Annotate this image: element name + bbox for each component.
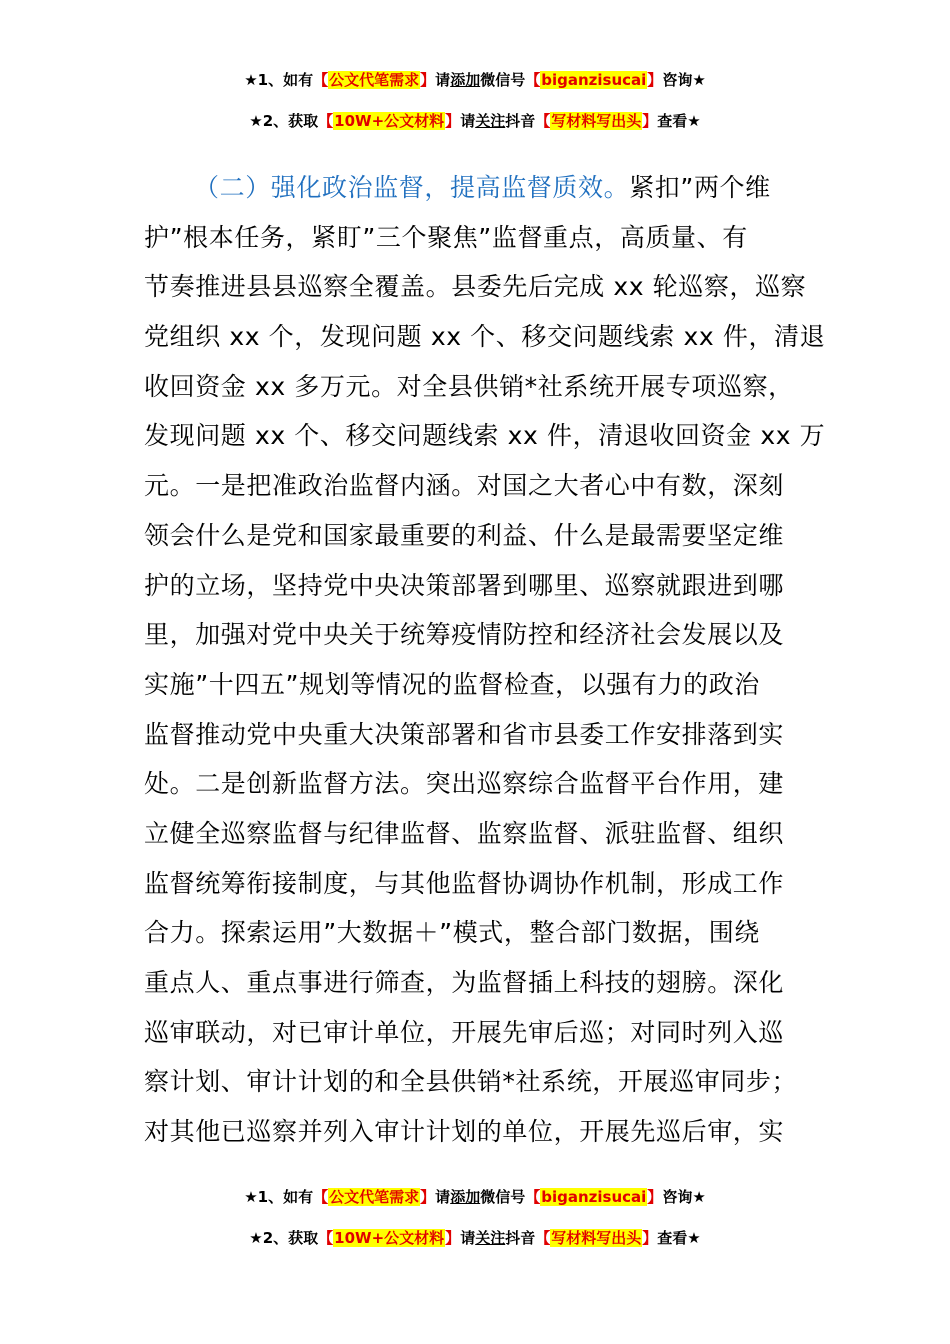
bracket-right: 】 [420, 1188, 436, 1206]
document-body [144, 163, 826, 1157]
banner-line2-text-2: 抖音 [505, 1229, 536, 1247]
paragraph-line-1 [144, 163, 806, 213]
bracket-right: 】 [420, 71, 436, 89]
banner-line-2 [0, 1228, 950, 1248]
bracket-left: 【 [318, 1229, 334, 1247]
banner-line-1 [0, 1187, 950, 1207]
top-banner [0, 70, 950, 131]
text-line: 实施”十四五”规划等情况的监督检查，以强有力的政治 [144, 669, 760, 699]
text-line: 对其他已巡察并列入审计计划的单位，开展先巡后审，实 [144, 1117, 785, 1147]
text-line: 发现问题 xx 个、移交问题线索 xx 件，清退收回资金 xx 万 [144, 421, 826, 451]
banner-line1-suffix: 咨询★ [662, 71, 706, 89]
banner-line2-suffix: 查看★ [657, 1229, 701, 1247]
text-line: 收回资金 xx 多万元。对全县供销*社系统开展专项巡察， [144, 371, 794, 401]
bracket-left-2: 【 [525, 71, 541, 89]
bottom-banner [0, 1187, 950, 1248]
banner-line2-text: 请 [460, 1229, 476, 1247]
highlight-douyin-account: 写材料写出头 [551, 112, 642, 130]
banner-line-1 [0, 70, 950, 90]
banner-line1-prefix: ★1、如有 [244, 1188, 314, 1206]
banner-line2-prefix: ★2、获取 [249, 112, 319, 130]
bracket-left-2: 【 [535, 112, 551, 130]
highlight-wechat-id: biganzisucai [541, 1188, 647, 1206]
banner-line1-text: 请 [435, 1188, 451, 1206]
banner-line1-text-2: 微信号 [480, 1188, 526, 1206]
banner-line-2 [0, 111, 950, 131]
text-line: 元。一是把准政治监督内涵。对国之大者心中有数，深刻 [144, 471, 785, 501]
text-line: 领会什么是党和国家最重要的利益、什么是最需要坚定维 [144, 520, 785, 550]
bracket-left-2: 【 [535, 1229, 551, 1247]
bracket-right-2: 】 [647, 71, 663, 89]
highlight-douyin-account: 写材料写出头 [551, 1229, 642, 1247]
bracket-left: 【 [313, 71, 329, 89]
text-line: 重点人、重点事进行筛查，为监督插上科技的翅膀。深化 [144, 968, 785, 997]
bracket-right: 】 [445, 112, 461, 130]
banner-line2-prefix: ★2、获取 [249, 1229, 319, 1247]
text-line: 合力。探索运用”大数据＋”模式，整合部门数据，围绕 [144, 918, 760, 948]
banner-line1-text: 请 [435, 71, 451, 89]
highlight-writing-service: 公文代笔需求 [329, 71, 420, 89]
underlined-add: 添加 [450, 1188, 481, 1206]
banner-line1-suffix: 咨询★ [662, 1188, 706, 1206]
text-line: 巡审联动，对已审计单位，开展先审后巡；对同时列入巡 [144, 1017, 785, 1047]
text-line: 处。二是创新监督方法。突出巡察综合监督平台作用，建 [144, 769, 785, 799]
highlight-writing-service: 公文代笔需求 [329, 1188, 420, 1206]
banner-line1-prefix: ★1、如有 [244, 71, 314, 89]
text-line: 里，加强对党中央关于统筹疫情防控和经济社会发展以及 [144, 620, 785, 650]
bracket-right-2: 】 [642, 112, 658, 130]
text-line: 护”根本任务，紧盯”三个聚焦”监督重点，高质量、有 [144, 222, 748, 252]
bracket-right-2: 】 [642, 1229, 658, 1247]
bracket-right: 】 [445, 1229, 461, 1247]
text-line: 护的立场，坚持党中央决策部署到哪里、巡察就跟进到哪 [144, 570, 785, 600]
highlight-wechat-id: biganzisucai [541, 71, 647, 89]
bracket-right-2: 】 [647, 1188, 663, 1206]
text-line: 节奏推进县县巡察全覆盖。县委先后完成 xx 轮巡察，巡察 [144, 272, 807, 302]
underlined-add: 添加 [450, 71, 481, 89]
highlight-materials: 10W+公文材料 [334, 112, 445, 130]
banner-line2-suffix: 查看★ [657, 112, 701, 130]
section-heading: （二）强化政治监督，提高监督质效。 [194, 173, 630, 202]
bracket-left: 【 [313, 1188, 329, 1206]
text-line: 察计划、审计计划的和全县供销*社系统，开展巡审同步； [144, 1067, 798, 1097]
bracket-left-2: 【 [525, 1188, 541, 1206]
highlight-materials: 10W+公文材料 [334, 1229, 445, 1247]
banner-line2-text: 请 [460, 112, 476, 130]
underlined-follow: 关注 [475, 1229, 506, 1247]
text-line: 紧扣”两个维 [629, 173, 771, 202]
bracket-left: 【 [318, 112, 334, 130]
text-line: 监督统筹衔接制度，与其他监督协调协作机制，形成工作 [144, 868, 785, 898]
text-line: 党组织 xx 个，发现问题 xx 个、移交问题线索 xx 件，清退 [144, 322, 826, 352]
banner-line2-text-2: 抖音 [505, 112, 536, 130]
text-line: 监督推动党中央重大决策部署和省市县委工作安排落到实 [144, 719, 785, 749]
text-line: 立健全巡察监督与纪律监督、监察监督、派驻监督、组织 [144, 818, 785, 848]
banner-line1-text-2: 微信号 [480, 71, 526, 89]
underlined-follow: 关注 [475, 112, 506, 130]
